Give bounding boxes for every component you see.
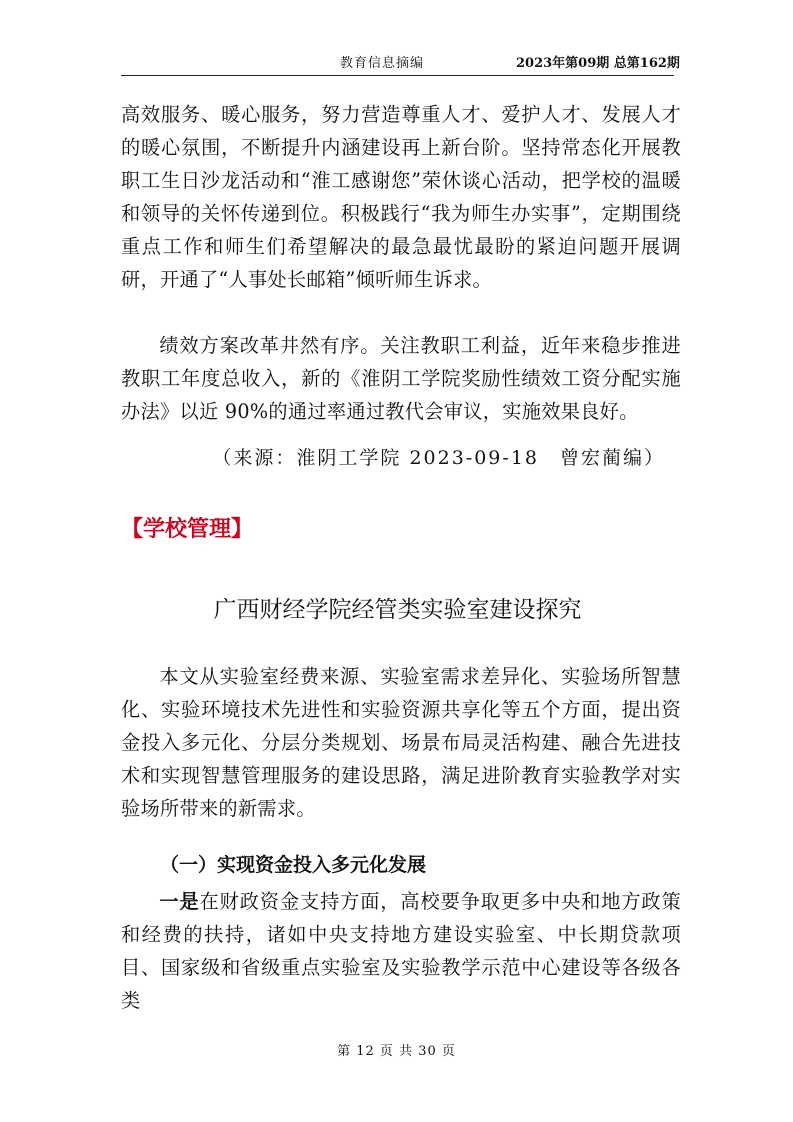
paragraph-performance: 绩效方案改革井然有序。关注教职工利益，近年来稳步推进教职工年度总收入，新的《淮阴工学院奖励性绩效工资分配实施办法》以近 90%的通过率通过教代会审议，实施效果良好。	[121, 334, 681, 423]
publication-name: 教育信息摘编	[340, 56, 425, 71]
paragraph-body: 在财政资金支持方面，高校要争取更多中央和地方政策和经费的扶持，诸如中央支持地方建设实验室、中长期贷款项目、国家级和省级重点实验室及实验教学示范中心建设等各级各类	[121, 890, 681, 1012]
issue-number: 2023年第09期 总第162期	[516, 56, 680, 71]
source-citation: （来源：淮阴工学院 2023-09-18 曾宏蔺编）	[212, 447, 665, 469]
funding-paragraph	[121, 885, 681, 1017]
page-footer: 第 12 页 共 30 页	[337, 1044, 456, 1059]
article-title: 广西财经学院经管类实验室建设探究	[213, 597, 582, 623]
paragraph-lead: 一是	[159, 890, 200, 913]
paragraph-service: 高效服务、暖心服务，努力营造尊重人才、爱护人才、发展人才的暖心氛围，不断提升内涵建设再上新台阶。坚持常态化开展教职工生日沙龙活动和“淮工感谢您”荣休谈心活动，把学校的温暖和领导的关怀传递到位。积极践行“我为师生办实事”，定期围绕重点工作和师生们希望解决的最急最忧最盼的紧迫问题开展调研，开通了“人事处长邮箱”倾听师生诉求。	[121, 103, 681, 291]
section-tag: 【学校管理】	[121, 517, 254, 542]
intro-paragraph: 本文从实验室经费来源、实验室需求差异化、实验场所智慧化、实验环境技术先进性和实验资源共享化等五个方面，提出资金投入多元化、分层分类规划、场景布局灵活构建、融合先进技术和实现智慧管理服务的建设思路，满足进阶教育实验教学对实验场所带来的新需求。	[121, 665, 681, 820]
page-header	[0, 52, 793, 76]
header-divider	[121, 75, 674, 76]
subheading: （一）实现资金投入多元化发展	[160, 854, 427, 876]
